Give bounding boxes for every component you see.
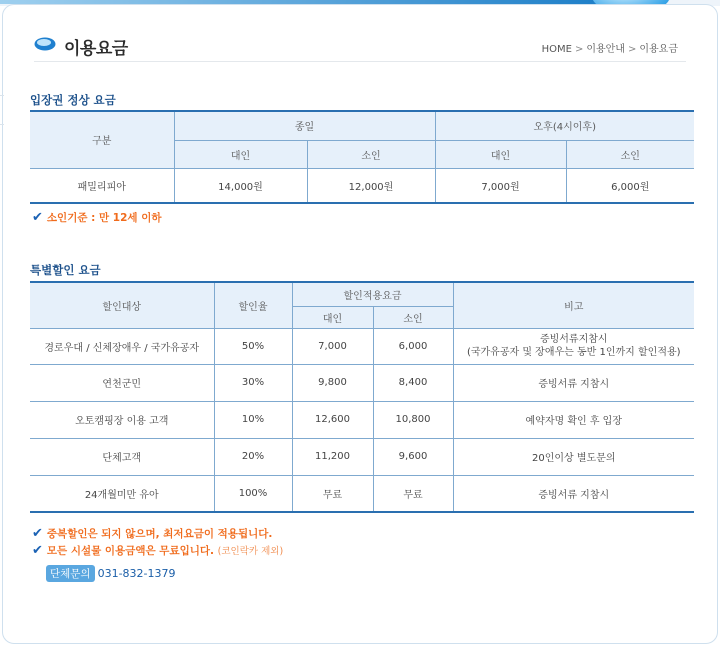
chevron-right-icon: > bbox=[627, 44, 637, 55]
page-header bbox=[34, 32, 686, 62]
table-row bbox=[30, 364, 694, 401]
header-applied-child: 소인 bbox=[373, 306, 453, 328]
allday-child-price: 12,000원 bbox=[307, 168, 435, 203]
checkmark-icon: ✔ bbox=[32, 210, 43, 225]
remark-cell bbox=[453, 328, 694, 364]
checkmark-icon: ✔ bbox=[32, 526, 43, 541]
target-cell: 24개월미만 유아 bbox=[30, 475, 214, 512]
header-applied-adult: 대인 bbox=[292, 306, 373, 328]
target-cell: 연천군민 bbox=[30, 364, 214, 401]
note-text: 중복할인은 되지 않으며, 최저요금이 적용됩니다. bbox=[46, 528, 273, 540]
rate-cell: 20% bbox=[214, 438, 292, 475]
row-name: 패밀리피아 bbox=[30, 168, 174, 203]
breadcrumb-home[interactable]: HOME bbox=[541, 44, 572, 55]
table-row bbox=[30, 401, 694, 438]
header-afternoon-adult: 대인 bbox=[435, 140, 566, 168]
adult-price-cell: 9,800 bbox=[292, 364, 373, 401]
remark-cell: 증빙서류 지참시 bbox=[453, 364, 694, 401]
header-target: 할인대상 bbox=[30, 282, 214, 328]
rate-cell: 30% bbox=[214, 364, 292, 401]
header-rate: 할인율 bbox=[214, 282, 292, 328]
regular-fee-table bbox=[30, 110, 694, 204]
header-allday: 종일 bbox=[174, 111, 435, 140]
child-price-cell: 10,800 bbox=[373, 401, 453, 438]
child-price-cell: 6,000 bbox=[373, 328, 453, 364]
discount-fee-table bbox=[30, 281, 694, 513]
target-cell: 경로우대 / 신체장애우 / 국가유공자 bbox=[30, 328, 214, 364]
remark-cell: 20인이상 별도문의 bbox=[453, 438, 694, 475]
rate-cell: 100% bbox=[214, 475, 292, 512]
regular-fee-title: 입장권 정상 요금 bbox=[30, 93, 116, 107]
afternoon-adult-price: 7,000원 bbox=[435, 168, 566, 203]
remark-cell: 증빙서류 지참시 bbox=[453, 475, 694, 512]
left-tab-stub bbox=[0, 95, 4, 125]
title-bullet-icon bbox=[34, 37, 56, 51]
contact-phone: 031-832-1379 bbox=[97, 567, 176, 580]
chevron-right-icon: > bbox=[574, 44, 584, 55]
header-applied: 할인적용요금 bbox=[292, 282, 453, 306]
header-allday-adult: 대인 bbox=[174, 140, 307, 168]
checkmark-icon: ✔ bbox=[32, 543, 43, 558]
note-text: 모든 시설물 이용금액은 무료입니다. bbox=[46, 545, 215, 557]
table-row bbox=[30, 475, 694, 512]
adult-price-cell: 12,600 bbox=[292, 401, 373, 438]
table-row bbox=[30, 328, 694, 364]
child-price-cell: 무료 bbox=[373, 475, 453, 512]
child-criteria-text: 소인기준 : 만 12세 이하 bbox=[46, 212, 162, 224]
rate-cell: 10% bbox=[214, 401, 292, 438]
page-title: 이용요금 bbox=[64, 39, 128, 59]
afternoon-child-price: 6,000원 bbox=[566, 168, 694, 203]
adult-price-cell: 무료 bbox=[292, 475, 373, 512]
header-remark: 비고 bbox=[453, 282, 694, 328]
child-criteria-note bbox=[32, 210, 161, 225]
target-cell: 오토캠핑장 이용 고객 bbox=[30, 401, 214, 438]
breadcrumb-guide[interactable]: 이용안내 bbox=[586, 44, 625, 55]
remark-line: (국가유공자 및 장애우는 동반 1인까지 할인적용) bbox=[466, 347, 681, 358]
adult-price-cell: 7,000 bbox=[292, 328, 373, 364]
header-afternoon-child: 소인 bbox=[566, 140, 694, 168]
allday-adult-price: 14,000원 bbox=[174, 168, 307, 203]
group-contact bbox=[46, 565, 176, 582]
note-subtext: (코인락카 제외) bbox=[217, 546, 284, 557]
table-row bbox=[30, 438, 694, 475]
rate-cell: 50% bbox=[214, 328, 292, 364]
remark-line: 증빙서류지참시 bbox=[539, 334, 608, 345]
discount-fee-title: 특별할인 요금 bbox=[30, 263, 101, 277]
remark-cell: 예약자명 확인 후 입장 bbox=[453, 401, 694, 438]
group-contact-badge: 단체문의 bbox=[46, 565, 95, 582]
header-allday-child: 소인 bbox=[307, 140, 435, 168]
breadcrumb bbox=[542, 40, 678, 55]
target-cell: 단체고객 bbox=[30, 438, 214, 475]
header-category: 구분 bbox=[30, 111, 174, 168]
child-price-cell: 8,400 bbox=[373, 364, 453, 401]
header-afternoon: 오후(4시이후) bbox=[435, 111, 694, 140]
child-price-cell: 9,600 bbox=[373, 438, 453, 475]
no-duplicate-discount-note bbox=[32, 526, 272, 541]
free-facilities-note bbox=[32, 543, 283, 558]
adult-price-cell: 11,200 bbox=[292, 438, 373, 475]
table-row bbox=[30, 168, 694, 203]
breadcrumb-current: 이용요금 bbox=[639, 44, 678, 55]
